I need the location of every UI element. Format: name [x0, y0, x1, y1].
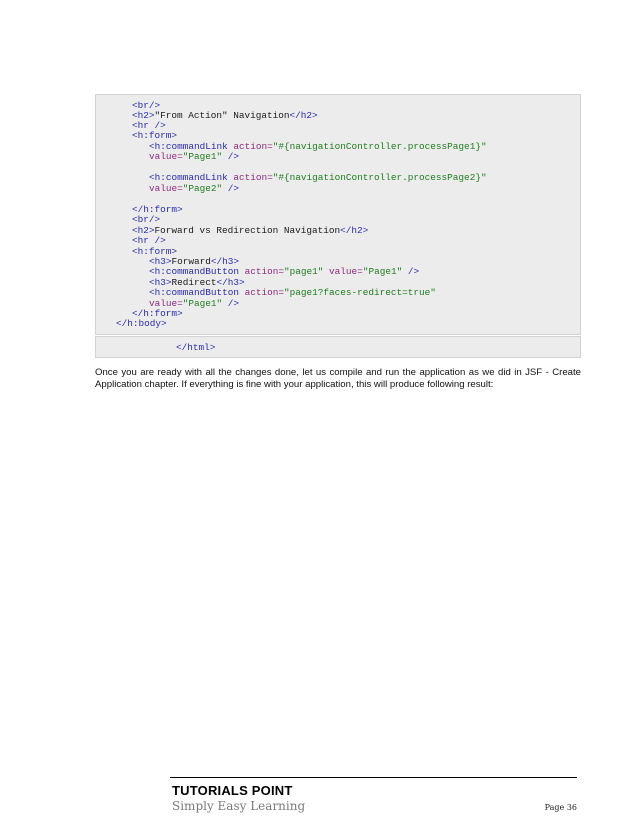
code-token: <h:commandLink: [149, 172, 234, 183]
code-token: "page1?faces-redirect=true": [284, 287, 436, 298]
code-token: </h:form>: [132, 204, 183, 215]
code-token: "page1": [284, 266, 324, 277]
code-token: />: [402, 266, 420, 277]
code-token: />: [222, 183, 240, 194]
page-number: Page 36: [544, 803, 577, 812]
footer-subtitle: Simply Easy Learning: [172, 799, 306, 813]
code-token: action=: [233, 141, 273, 152]
code-token: </h:form>: [132, 308, 183, 319]
code-token: </h2>: [289, 110, 318, 121]
code-token: <h:form>: [132, 130, 178, 141]
code-line: [176, 343, 215, 353]
code-token: </h2>: [340, 225, 369, 236]
code-line: [149, 184, 239, 194]
code-token: <br/>: [132, 214, 161, 225]
code-token: "Page1": [182, 151, 223, 162]
code-token: <h:commandButton: [149, 287, 245, 298]
footer-divider: [170, 777, 577, 778]
code-line: [132, 131, 177, 141]
code-token: <h:commandLink: [149, 141, 234, 152]
code-token: "#{navigationController.processPage1}": [272, 141, 487, 152]
body-paragraph: Once you are ready with all the changes done, let us compile and run the application as we did in JSF - Create Application chapter. If everything is fine with your application, this will produce following result:: [95, 367, 581, 390]
code-token: action=: [244, 266, 285, 277]
code-token: </h:body>: [116, 318, 167, 329]
code-token: Redirect: [171, 277, 217, 288]
code-token: </h3>: [210, 256, 240, 267]
code-token: "Page2": [182, 183, 223, 194]
code-line: [132, 215, 160, 225]
code-token: <hr />: [132, 235, 166, 246]
code-token: </html>: [176, 342, 216, 353]
code-token: value=: [149, 151, 183, 162]
code-token: "Page1": [182, 298, 223, 309]
code-token: <h3>: [149, 277, 172, 288]
code-line: [132, 226, 368, 236]
code-token: />: [222, 151, 240, 162]
code-token: value=: [149, 298, 183, 309]
footer-title: TUTORIALS POINT: [172, 783, 293, 798]
code-token: "#{navigationController.processPage2}": [272, 172, 487, 183]
code-block-closing: [95, 336, 581, 358]
code-token: value=: [323, 266, 363, 277]
code-token: <h2>: [132, 225, 155, 236]
code-token: action=: [233, 172, 273, 183]
code-token: Forward: [171, 256, 211, 267]
code-token: <br/>: [132, 100, 161, 111]
code-token: Forward vs Redirection Navigation: [154, 225, 341, 236]
code-token: <hr />: [132, 120, 166, 131]
code-token: <h:form>: [132, 246, 178, 257]
code-line: [149, 152, 239, 162]
code-token: value=: [149, 183, 183, 194]
code-token: </h3>: [216, 277, 245, 288]
code-token: />: [222, 298, 240, 309]
code-block: [95, 94, 581, 335]
code-token: <h3>: [149, 256, 172, 267]
code-line: [116, 319, 167, 329]
code-token: "From Action" Navigation: [154, 110, 290, 121]
code-token: "Page1": [362, 266, 403, 277]
code-line: [149, 288, 436, 298]
code-line: [132, 236, 166, 246]
code-token: <h:commandButton: [149, 266, 245, 277]
code-token: <h2>: [132, 110, 155, 121]
code-line: [149, 173, 487, 183]
code-token: action=: [244, 287, 285, 298]
code-line: [149, 267, 419, 277]
